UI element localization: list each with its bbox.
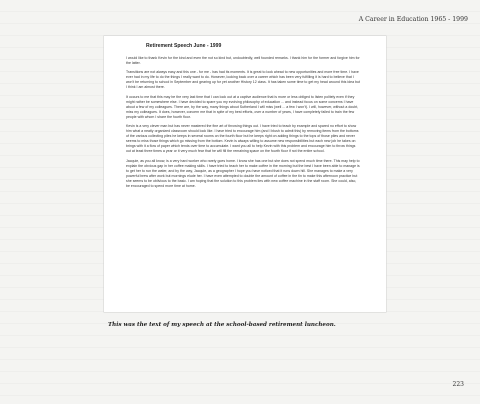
- speech-paragraph: It occurs to me that this may be the very last time that I can look out at a captive audience that is more or less obliged to listen politely even if they might rather be somewhere else. I have decided to spare you my evolving philosophy of education ... and instead focus on some concerns I have about a few of my colleagues. There are, by the way, many things about Sutherland I will miss (well ... a few I won't). I will, however, without a doubt, miss my colleagues. It does, however, concern me that in spite of my best efforts, over a number of years, I have completely failed to train the few people with whom I share the fourth floor.: [126, 94, 359, 119]
- speech-paragraph: Transitions are not always easy and this one - for me - has had its moments. It is great to look ahead to new opportunities and more free time. I have ever had in my life to do the things I really want to do. However, looking back over a career which has been very fulfilling it is hard to believe that I won't be returning to school in September and gearing up for yet another History 12 class. It has taken some time to get my head around this idea but I think I am almost there.: [126, 70, 361, 90]
- running-header: A Career in Education 1965 - 1999: [358, 16, 468, 23]
- speech-paragraph: Jacquie, as you all know, is a very hard worker who rarely goes home. I know she has one but she does not spend much time there. This may help to explain the obvious gap in her coffee making skills. I have tried to teach her to make coffee in the morning but the best I have been able to manage is to get her to run the water, and by the way, Jacquie, as a geographer I hope you have noticed that it runs down hill. She manages to make a very powerful brew after work but mornings elude her. I have even attempted to double the amount of coffee in the tin to make this afternoon practice but she seems to be oblivious to the basic. I am hoping that the solution to this problem lies with new coffee machine in the staff room. She could, also, be encouraged to spend more time at home.: [126, 158, 360, 188]
- speech-paragraph: Kevin is a very clever man but has never mastered the fine art of throwing things out. I have tried to teach by example and spared no effort to show him what a neatly organized classroom should look like. I have tried to encourage him (and I blush to admit this) by removing items from the bottoms of the various collecting piles he keeps in several rooms on the fourth floor but he keeps right on adding things to the tops of those piles and never seems to miss those things which go missing from the bottom. Kevin is always willing to assume new responsibilities but each new job he takes on brings with it a flow of paper which tends over time to accumulate. I want you all to help Kevin with this problem and encourage him to throw things out at least three times a year or it very much fear that he will fill the remaining space on the fourth floor if not the entire school.: [126, 124, 359, 154]
- scanned-speech-document: [104, 36, 386, 312]
- speech-paragraph: I would like to thank Kevin for the kind and even the not so kind but, undoubtedly, well founded remarks. I thank him for the former and forgive him for the latter.: [126, 56, 360, 66]
- speech-title: Retirement Speech June - 1999: [146, 43, 222, 49]
- figure-caption: This was the text of my speech at the school-based retirement luncheon.: [108, 322, 336, 328]
- scanned-speech-body: [126, 42, 360, 193]
- page-number: 223: [452, 381, 464, 388]
